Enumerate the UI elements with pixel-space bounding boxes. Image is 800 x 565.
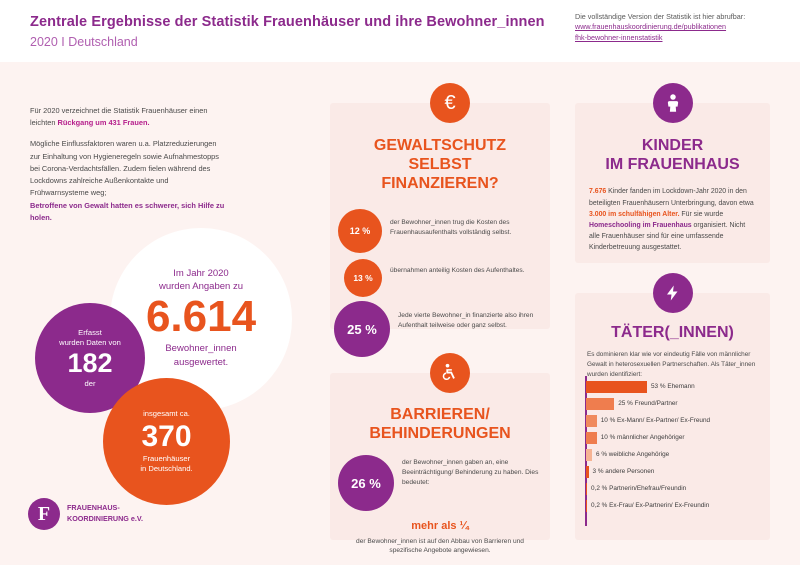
intro-text: [30, 105, 225, 233]
chart-bar-label: 3 % andere Personen: [592, 468, 655, 475]
intro-p2-text: Mögliche Einflussfaktoren waren u.a. Platzreduzierungen zur Einhaltung von Hygieneregeln sowie Aufnahmestopps bei Corona-Verdachtsfällen. Zudem fielen während des Lockdowns zahlreiche Außenkontakte und Frühwarnsysteme weg;: [30, 139, 219, 198]
chart-bar: [585, 432, 597, 444]
euro-icon: €: [430, 83, 470, 123]
kinder-count: 7.676: [589, 188, 607, 196]
child-glyph: [662, 92, 684, 114]
chart-bar-row: [585, 463, 763, 480]
taeter-bar-chart: [585, 378, 763, 514]
chart-bar-label: 0,2 % Ex-Frau/ Ex-Partnerin/ Ex-Freundin: [591, 502, 710, 509]
panel-gewaltschutz-title: [330, 136, 550, 194]
intro-p1-text: Für 2020 verzeichnet die Statistik Frauenhäuser einen leichten: [30, 106, 208, 128]
panel-taeter: [575, 293, 770, 540]
chart-bar-label: 10 % männlicher Angehöriger: [600, 434, 685, 441]
chart-bar-row: [585, 429, 763, 446]
child-icon: [653, 83, 693, 123]
chart-bar: [585, 381, 647, 393]
panel-kinder-body: [589, 186, 756, 253]
chart-bar-row: [585, 446, 763, 463]
header-note: [575, 12, 790, 43]
stat-bubble-value: 25 %: [334, 301, 390, 357]
chart-bar-row: [585, 480, 763, 497]
circle-big-top-line1: Im Jahr 2020: [173, 267, 229, 279]
circle-big-top-line2: wurden Angaben zu: [159, 280, 243, 292]
kinder-text-4: Für sie wurde: [679, 210, 724, 218]
circle-orange-bottom-line2: in Deutschland.: [140, 463, 193, 473]
barrieren-fraction: mehr als ¼: [411, 520, 469, 532]
panel-kinder: [575, 103, 770, 263]
organization-logo: [28, 498, 143, 530]
stat-bubble-value: 26 %: [338, 455, 394, 511]
chart-bar-label: 6 % weibliche Angehörige: [596, 451, 670, 458]
chart-bar: [585, 483, 587, 495]
panel-barrieren-title-line1: BARRIEREN/: [390, 406, 490, 423]
circle-purple-top-line2: wurden Daten von: [59, 337, 121, 347]
barrieren-foot-text: der Bewohner_innen ist auf den Abbau von Barrieren und spezifische Angebote angewiesen.: [356, 537, 524, 555]
logo-f-icon: F: [28, 498, 60, 530]
header-note-text: Die vollständige Version der Statistik ist hier abrufbar:: [575, 12, 746, 21]
stat-circle-gesamt-haeuser: [103, 378, 230, 505]
circle-orange-top: insgesamt ca.: [143, 408, 190, 418]
stat-bubble-value: 13 %: [344, 259, 382, 297]
wheelchair-glyph: [440, 363, 460, 383]
chart-bar: [585, 398, 614, 410]
kinder-text-6: organisiert. Nicht alle Frauenhäuser sind für eine umfassende Kinderbetreuung ausgestattet.: [589, 221, 746, 252]
logo-text: [67, 503, 143, 525]
panel-barrieren-title: [330, 405, 550, 443]
stat-bubble-text: der Bewohner_innen trug die Kosten des Frauenhausaufenthalts vollständig selbst.: [390, 219, 512, 236]
stat-item-12-prozent: [338, 209, 546, 253]
panel-gewaltschutz: [330, 103, 550, 337]
circle-orange-bottom-line1: Frauenhäuser: [142, 453, 191, 463]
stat-item-25-prozent: [334, 301, 546, 357]
panel-gewaltschutz-title-line3: FINANZIEREN?: [381, 175, 499, 193]
chart-bar-row: [585, 378, 763, 395]
chart-bar: [585, 466, 589, 478]
panel-kinder-title-line1: KINDER: [641, 137, 704, 154]
chart-bar: [585, 500, 587, 512]
kinder-homeschooling: Homeschooling im Frauenhaus: [589, 221, 692, 229]
chart-bar: [585, 449, 592, 461]
panel-kinder-title: [575, 136, 770, 174]
intro-paragraph-1: [30, 105, 225, 129]
publication-link-line2[interactable]: fhk-bewohner-innenstatistik: [575, 32, 663, 42]
stat-bubble-text: übernahmen anteilig Kosten des Aufenthaltes.: [390, 267, 525, 274]
circle-purple-number: 182: [67, 347, 113, 378]
circle-big-bottom-line1: Bewohner_innen: [165, 342, 237, 354]
intro-paragraph-2: [30, 138, 225, 224]
chart-bar-label: 10 % Ex-Mann/ Ex-Partner/ Ex-Freund: [600, 417, 711, 424]
header: [0, 0, 800, 62]
circle-purple-top-line1: Erfasst: [78, 327, 102, 337]
chart-bar: [585, 415, 597, 427]
circle-big-number: 6.614: [145, 292, 257, 342]
panel-barrieren-title-line2: BEHINDERUNGEN: [369, 425, 511, 443]
stat-item-13-prozent: [344, 259, 546, 297]
page-subtitle: 2020 I Deutschland: [30, 35, 138, 49]
stat-item-26-prozent: [338, 455, 548, 511]
intro-p2-highlight: Betroffene von Gewalt hatten es schwerer, sich Hilfe zu holen.: [30, 200, 225, 222]
panel-taeter-intro: Es dominieren klar wie vor eindeutig Fälle von männlicher Gewalt in heterosexuellen Partnerschaften. Als Täter_innen wurden identifiziert:: [587, 351, 756, 379]
kinder-text-2: Kinder fanden im Lockdown-Jahr 2020 in den beteiligten Frauenhäusern Unterbringung, davon etwa: [589, 188, 754, 207]
chart-bar-row: [585, 412, 763, 429]
panel-barrieren-footer: [342, 518, 538, 556]
chart-bar-label: 53 % Ehemann: [651, 383, 695, 390]
publication-link-line1[interactable]: www.frauenhauskoordinierung.de/publikationen: [575, 22, 727, 32]
panel-kinder-title-line2: IM FRAUENHAUS: [605, 156, 740, 174]
kinder-schulfaehig: 3.000 im schulfähigen Alter.: [589, 210, 680, 218]
circle-purple-bottom: der: [84, 379, 96, 389]
lightning-icon: [653, 273, 693, 313]
circle-orange-number: 370: [141, 419, 192, 453]
logo-text-line1: FRAUENHAUS-: [67, 503, 120, 513]
wheelchair-icon: [430, 353, 470, 393]
panel-barrieren: [330, 373, 550, 555]
chart-bar-label: 25 % Freund/Partner: [618, 400, 678, 407]
panel-gewaltschutz-title-line2: SELBST: [408, 156, 472, 174]
panel-taeter-title: TÄTER(_INNEN): [611, 324, 734, 341]
logo-text-line2: KOORDINIERUNG e.V.: [67, 514, 144, 523]
chart-bar-label: 0,2 % Partnerin/Ehefrau/Freundin: [591, 485, 687, 492]
stat-bubble-text: Jede vierte Bewohner_in finanzierte also ihren Aufenthalt teilweise oder ganz selbst.: [398, 312, 534, 329]
stat-bubble-text: der Bewohner_innen gaben an, eine Beeinträchtigung/ Behinderung zu haben. Dies bedeutet:: [402, 459, 539, 486]
intro-p1-highlight: Rückgang um 431 Frauen.: [57, 118, 150, 128]
circle-big-bottom-line2: ausgewertet.: [173, 357, 229, 369]
stat-bubble-value: 12 %: [338, 209, 382, 253]
chart-bar-row: [585, 497, 763, 514]
panel-gewaltschutz-title-line1: GEWALTSCHUTZ: [373, 137, 507, 154]
lightning-glyph: [664, 282, 682, 304]
chart-bar-row: [585, 395, 763, 412]
page-title: Zentrale Ergebnisse der Statistik Frauenhäuser und ihre Bewohner_innen: [30, 14, 545, 30]
